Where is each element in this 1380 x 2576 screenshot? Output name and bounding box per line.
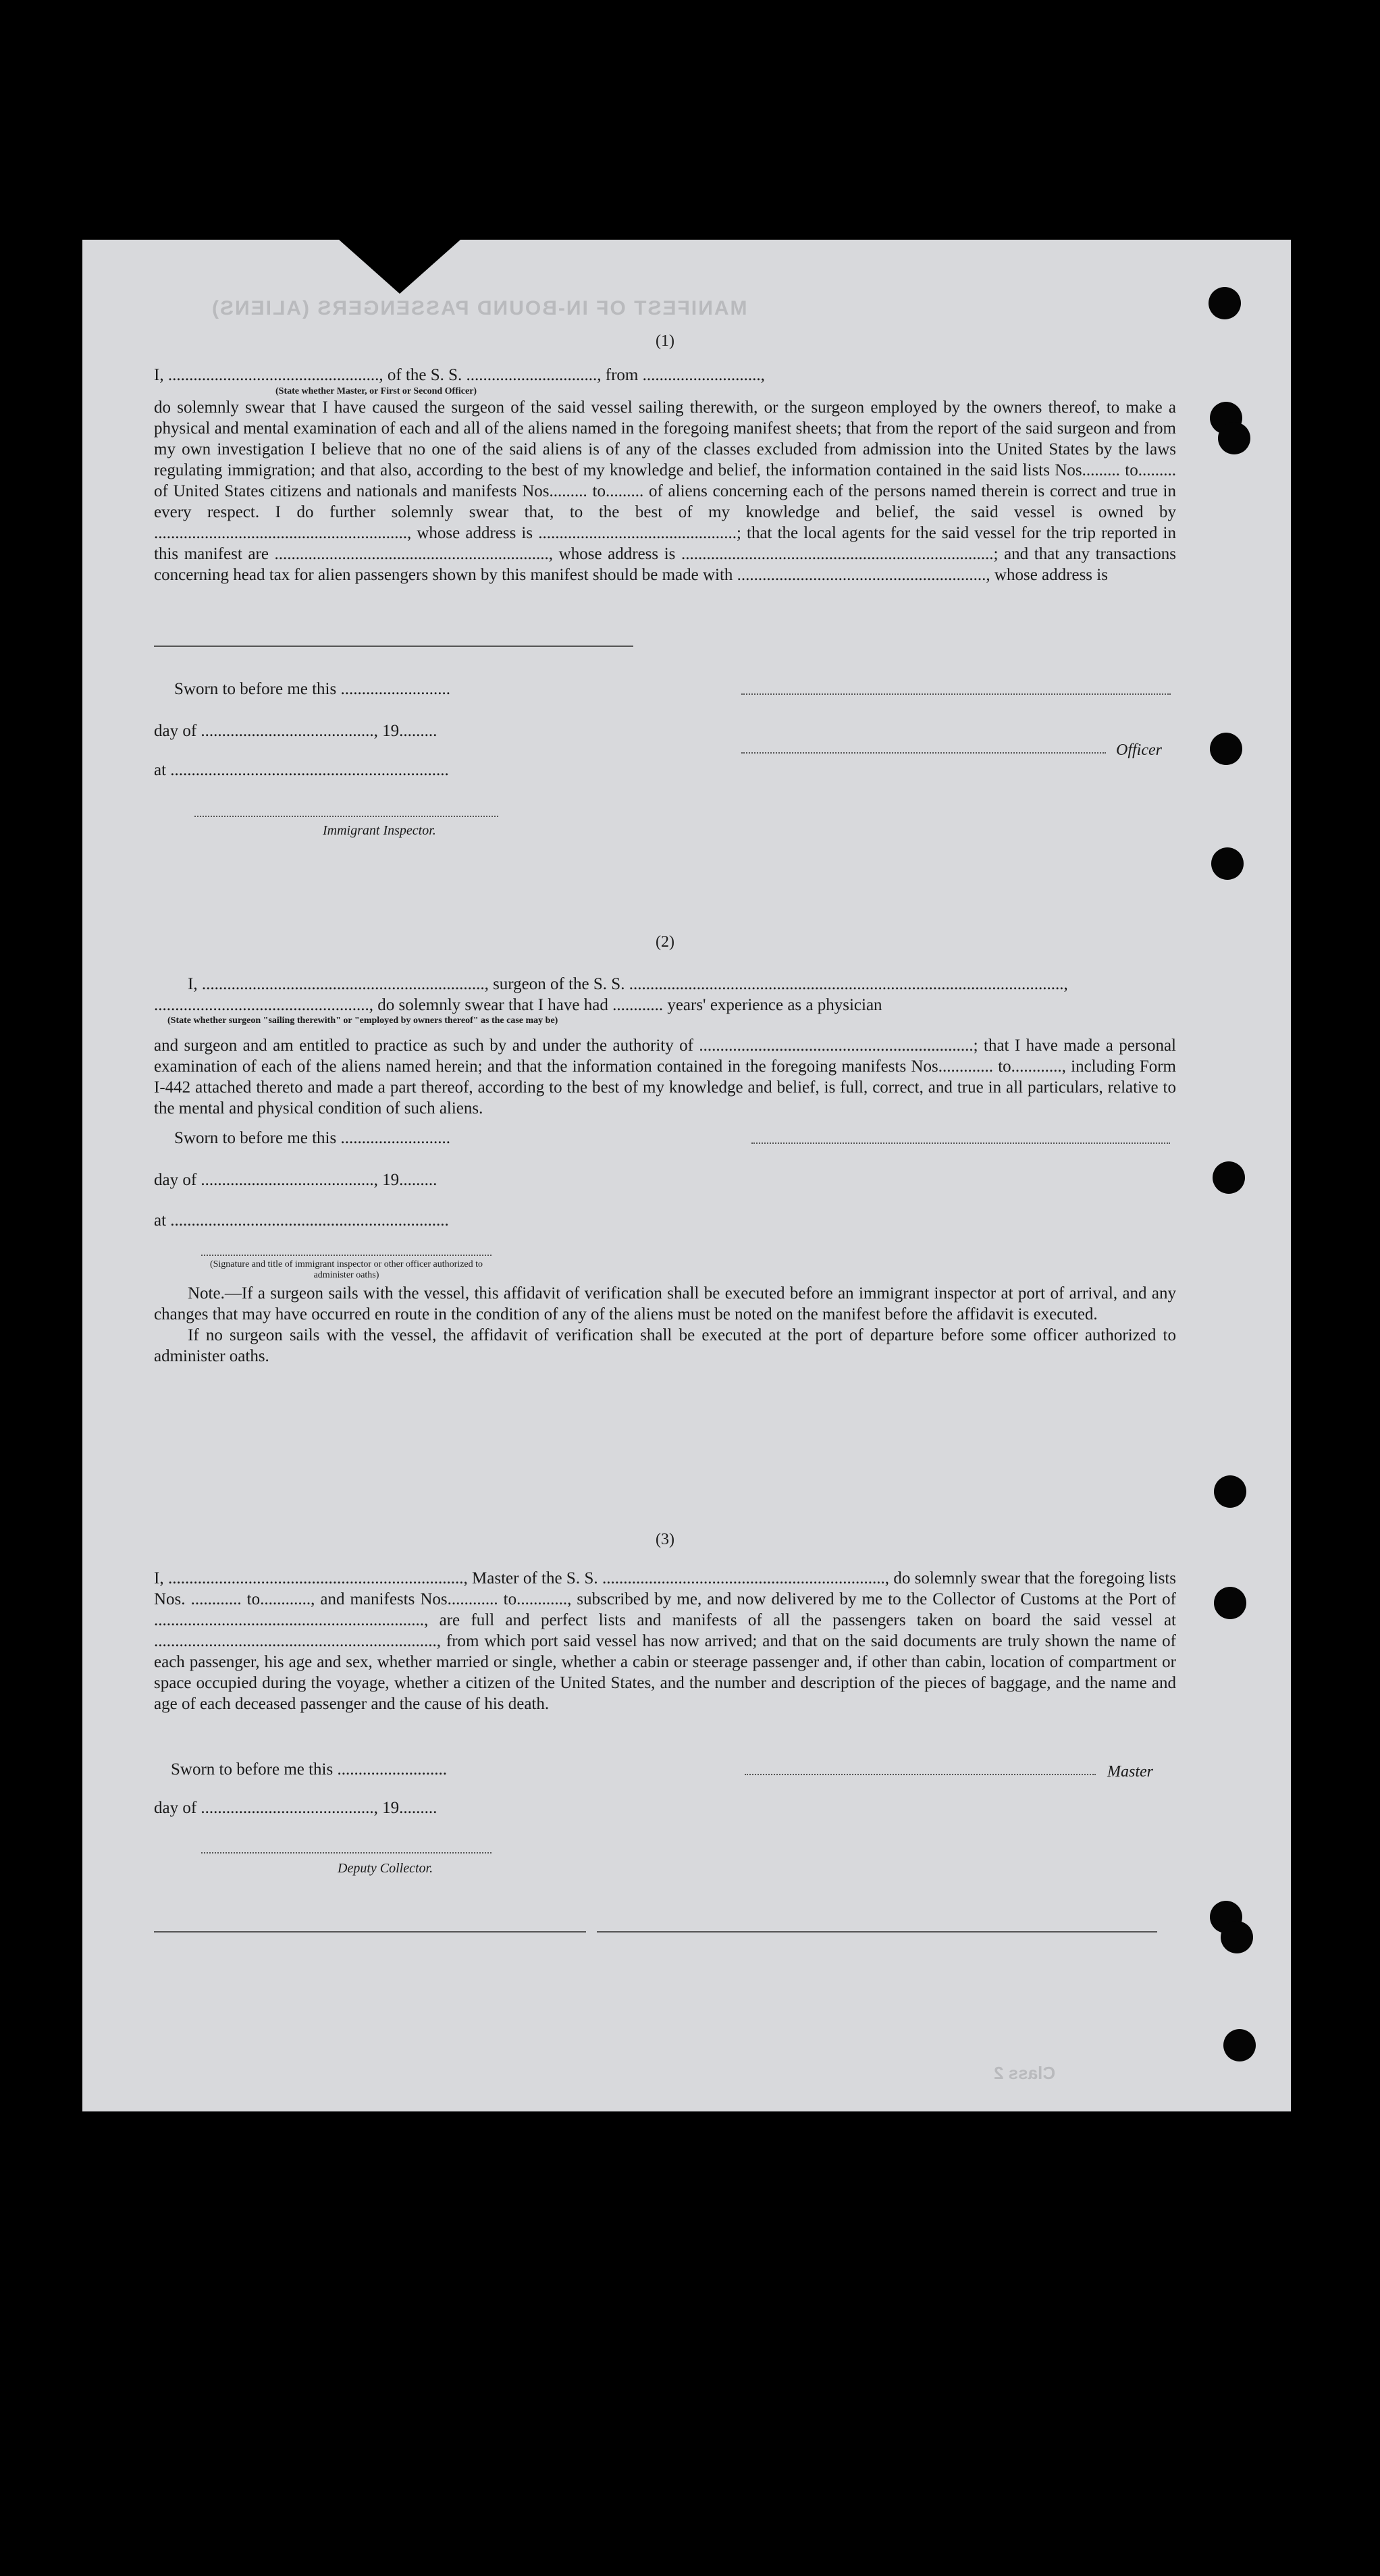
punch-hole bbox=[1218, 422, 1250, 454]
master-signature-line bbox=[745, 1774, 1096, 1775]
day-line: day of ........................................., 19......... bbox=[154, 722, 437, 740]
section-3 bbox=[154, 1529, 1176, 1935]
inspector-signature-line bbox=[194, 816, 498, 817]
inspector-label: Immigrant Inspector. bbox=[323, 823, 436, 838]
oath-body: do solemnly swear that I have caused the surgeon of the said vessel sailing therewith, or the surgeon employed by the owners thereof, to make a physical and mental examination of each and all of the aliens named in the foregoing manifest sheets; that from the report of the said surgeon and from my own investigation I believe that no one of the said aliens is of any of the classes excluded from admission into the United States by the laws regulating immigration; and that also, according to the best of my knowledge and belief, the information contained in the said lists Nos......... to......... of United States citizens and nationals and manifests Nos......... to......... of aliens concerning each of the persons named therein is correct and true in every respect. I do further solemnly swear that, to the best of my knowledge and belief, the said vessel is owned by ............................................................, whose address is ...............................................; that the local agents for the said vessel for the trip reported in this manifest are ................................................................., whose address is ..........................................................................; and that any transactions concerning head tax for alien passengers shown by this manifest should be made with ..........................................................., whose address is bbox=[154, 398, 1176, 584]
day-line: day of ........................................., 19......... bbox=[154, 1171, 437, 1189]
at-line: at .................................................................. bbox=[154, 761, 449, 779]
signature-line bbox=[154, 646, 633, 647]
document-page bbox=[82, 240, 1291, 2111]
note-paragraph-2: If no surgeon sails with the vessel, the affidavit of verification shall be executed at the port of departure before some officer authorized to administer oaths. bbox=[154, 1326, 1176, 1365]
note-paragraph-1: Note.—If a surgeon sails with the vessel, this affidavit of verification shall be executed before an immigrant inspector at port of arrival, and any changes that may have occurred en route in the condition of any of the aliens must be noted on the manifest before the affidavit is executed. bbox=[154, 1284, 1176, 1323]
oath-line: I, .................................................., of the S. S. ..............................., from ............................, bbox=[154, 366, 765, 384]
punch-hole bbox=[1214, 1475, 1246, 1508]
section-number: (2) bbox=[656, 933, 674, 951]
master-label: Master bbox=[1107, 1763, 1153, 1781]
punch-hole bbox=[1211, 847, 1244, 880]
oath-body: and surgeon and am entitled to practice as such by and under the authority of .................................................................; that I have made a personal examination of each of the aliens named herein; and that the information contained in the foregoing manifests Nos............. to............, including Form I-442 attached thereto and made a part thereof, according to the best of my knowledge and belief, is full, correct, and true in all particulars, relative to the mental and physical condition of such aliens. bbox=[154, 1036, 1176, 1118]
officer-label: Officer bbox=[1116, 741, 1162, 759]
field-note: (State whether surgeon "sailing therewith" or "employed by owners thereof" as the case may be) bbox=[167, 1016, 558, 1026]
field-note: (State whether Master, or First or Second Officer) bbox=[275, 386, 477, 396]
punch-hole bbox=[1209, 287, 1241, 319]
bottom-rule-left bbox=[154, 1931, 586, 1933]
bottom-rule-right bbox=[597, 1931, 1157, 1933]
section-1 bbox=[154, 331, 1176, 844]
oath-line: I, ..................................................................., surgeon of the S. S. ......................................................................................................., bbox=[188, 975, 1068, 993]
punch-hole bbox=[1214, 1587, 1246, 1619]
torn-corner bbox=[339, 240, 460, 294]
punch-hole bbox=[1210, 733, 1242, 765]
note-block bbox=[154, 1283, 1176, 1367]
collector-label: Deputy Collector. bbox=[338, 1861, 433, 1876]
oath-body: I, ......................................................................, Master of the S. S. ..................................................................., do solemnly swear that the foregoing lists Nos. ............ to............, and manifests Nos............ to............, subscribed by me, and now delivered by me to the Collector of Customs at the Port of ................................................................, are full and perfect lists and manifests of all the passengers taken on board the said vessel at ..................................................................., from which port said vessel has now arrived; and that on the said documents are truly shown the name of each passenger, his age and sex, whether married or single, whether a cabin or steerage passenger and, if other than cabin, location of compartment or space occupied during the voyage, whether a citizen of the United States, and the number and description of the pieces of baggage, and the name and age of each deceased passenger and the cause of his death. bbox=[154, 1569, 1176, 1713]
signature-note: (Signature and title of immigrant inspector or other officer authorized to administer oaths) bbox=[209, 1259, 483, 1280]
officer-signature-line bbox=[741, 693, 1171, 695]
punch-hole bbox=[1221, 1921, 1253, 1953]
ghost-header: MANIFEST OF IN-BOUND PASSENGERS (ALIENS) bbox=[211, 297, 747, 319]
signature-line bbox=[751, 1142, 1170, 1144]
sworn-line: Sworn to before me this .......................... bbox=[174, 680, 450, 698]
punch-hole bbox=[1213, 1161, 1245, 1194]
sworn-line: Sworn to before me this .......................... bbox=[174, 1129, 450, 1147]
section-number: (3) bbox=[656, 1531, 674, 1548]
day-line: day of ........................................., 19......... bbox=[154, 1799, 437, 1817]
sworn-line: Sworn to before me this .......................... bbox=[171, 1760, 447, 1779]
punch-hole bbox=[1223, 2029, 1256, 2061]
at-line: at .................................................................. bbox=[154, 1211, 449, 1230]
inspector-signature-line bbox=[201, 1255, 492, 1256]
oath-line-2: ..................................................., do solemnly swear that I have had ............ years' experience as a physician bbox=[154, 996, 882, 1014]
ghost-footer: Class 2 bbox=[994, 2063, 1056, 2083]
section-2 bbox=[154, 932, 1176, 1458]
officer-line bbox=[741, 752, 1106, 754]
collector-signature-line bbox=[201, 1852, 492, 1854]
section-number: (1) bbox=[656, 332, 674, 350]
